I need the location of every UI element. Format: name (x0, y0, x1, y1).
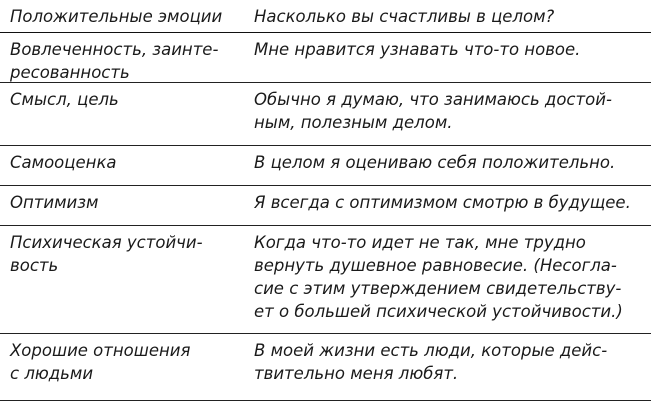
emotion-cell (0, 186, 244, 225)
table-row (0, 334, 651, 401)
statement-text-line: Я всегда с оптимизмом смотрю в будущее. (254, 193, 631, 212)
table-row (0, 146, 651, 186)
statement-text-line: Мне нравится узнавать что-то новое. (254, 40, 581, 59)
emotion-text-line: вость (10, 256, 59, 275)
table-row (0, 83, 651, 146)
emotion-text-line: Психическая устойчи- (10, 233, 203, 252)
statement-cell (244, 146, 651, 185)
statement-text-line: сие с этим утверждением свидетельству- (254, 279, 622, 298)
emotion-cell (0, 334, 244, 400)
emotion-cell (0, 33, 244, 82)
statement-text-line: В моей жизни есть люди, которые дейс- (254, 341, 608, 360)
emotion-cell (0, 226, 244, 333)
statement-text-line: вернуть душевное равновесие. (Несогла- (254, 256, 617, 275)
emotion-text-line: с людьми (10, 364, 94, 383)
table-header-row (0, 0, 651, 33)
statement-cell (244, 186, 651, 225)
emotion-text-line: ресованность (10, 63, 130, 82)
emotion-text-line: Вовлеченность, заинте- (10, 40, 219, 59)
statement-cell (244, 334, 651, 400)
header-text: Насколько вы счастливы в целом? (254, 7, 555, 26)
statement-text-line: Обычно я думаю, что занимаюсь достой- (254, 90, 612, 109)
statement-cell (244, 83, 651, 145)
statement-cell (244, 226, 651, 333)
table-row (0, 186, 651, 226)
emotion-cell (0, 83, 244, 145)
emotion-text-line: Хорошие отношения (10, 341, 191, 360)
statement-text-line: Когда что-то идет не так, мне трудно (254, 233, 586, 252)
statement-text-line: В целом я оцениваю себя положительно. (254, 153, 616, 172)
table-row (0, 33, 651, 83)
statement-text-line: ным, полезным делом. (254, 113, 453, 132)
emotion-text-line: Самооценка (10, 153, 117, 172)
emotion-text-line: Смысл, цель (10, 90, 119, 109)
emotion-cell (0, 146, 244, 185)
statement-text-line: твительно меня любят. (254, 364, 459, 383)
table-row (0, 226, 651, 334)
statement-cell (244, 33, 651, 82)
emotion-text-line: Оптимизм (10, 193, 99, 212)
statement-text-line: ет о большей психической устойчивости.) (254, 302, 623, 321)
header-cell-happiness-question (244, 0, 651, 32)
header-cell-positive-emotions (0, 0, 244, 32)
header-text: Положительные эмоции (10, 7, 223, 26)
